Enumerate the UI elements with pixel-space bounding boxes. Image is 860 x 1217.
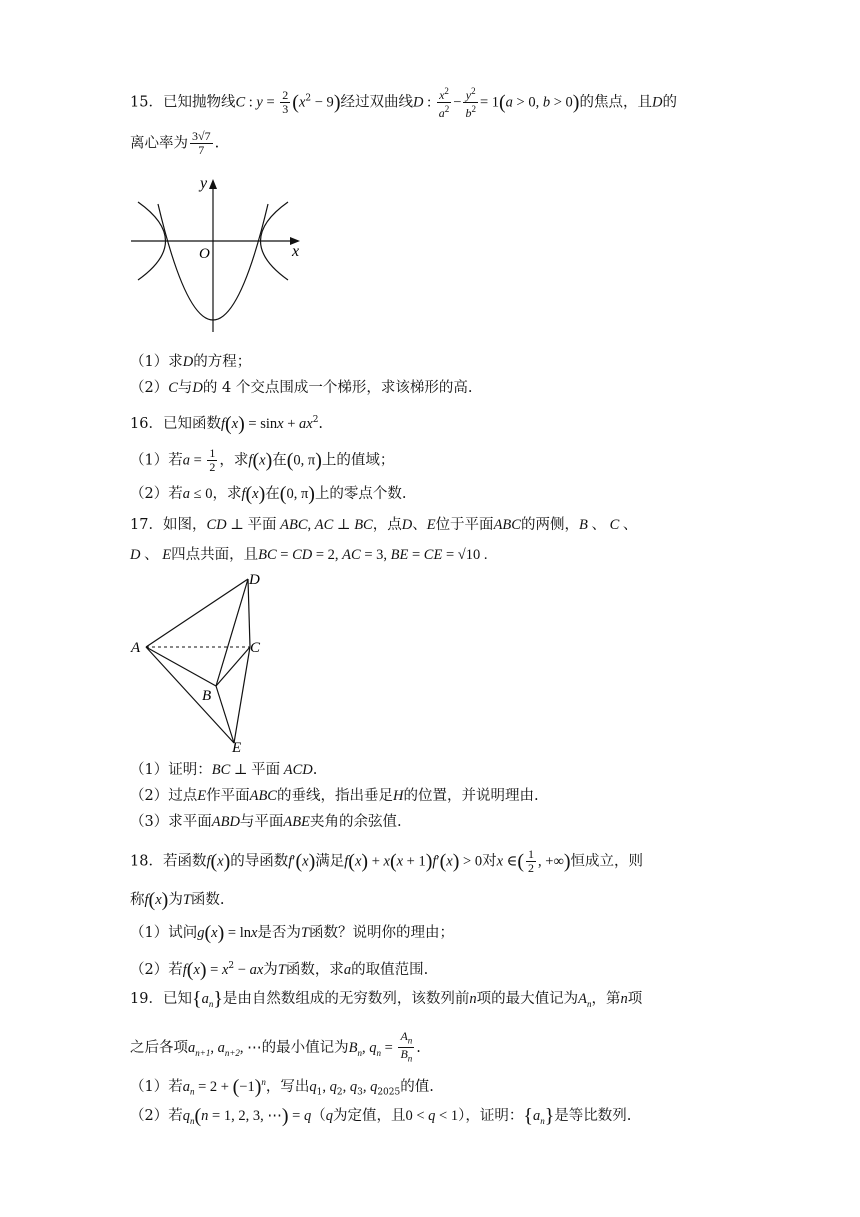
p17-q3: （3）求平面ABD与平面ABE夹角的余弦值.: [130, 814, 402, 830]
edge-AD: [146, 579, 248, 647]
p16-q2: （2）若a ≤ 0，求f(x)在(0, π)上的零点个数.: [130, 483, 407, 505]
point-label-C: C: [250, 640, 261, 656]
edge-AE: [146, 647, 234, 743]
p19-line2: 之后各项$a_{n+1}$, $a_{n+2}$, ⋯的最小值记为$B_n$, $q_n$ = $\frac{A_n}{B_n}$ .: [130, 1029, 421, 1064]
p16-q1: （1）若a = $\frac{1}{2}$ ，求f(x)在(0, π)上的值域；: [130, 446, 395, 474]
p17-line1: 17．如图，CD ⊥ 平面 ABC, AC ⊥ BC，点D、E位于平面ABC的两侧，B 、 C 、: [130, 517, 638, 533]
edge-DC: [248, 579, 250, 647]
x-axis-label: x: [292, 243, 300, 260]
p18-line2: 称f(x)为T函数.: [130, 889, 225, 911]
y-axis-arrow: [209, 179, 217, 189]
edge-BE: [216, 686, 234, 743]
p15-q2: （2）C与D的 4 个交点围成一个梯形，求该梯形的高.: [130, 380, 473, 396]
point-label-A: A: [131, 640, 141, 656]
y-axis-label: y: [200, 175, 208, 192]
p19-q2: （2）若$q_n(n = 1$, 2, 3, ⋯) = q（q为定值，且0 < q < 1），证明：$\{a_n\}$是等比数列.: [130, 1105, 632, 1127]
edge-AB: [146, 647, 216, 686]
p19-q1: （1）若$a_n = 2 + (-1)^n$，写出$q_1$, $q_2$, $q_3$, $q_{2025}$的值.: [130, 1075, 434, 1098]
point-label-E: E: [232, 740, 242, 754]
figure-solid-geometry: [128, 568, 278, 754]
point-label-D: D: [249, 572, 260, 588]
figure-parabola-hyperbola: [128, 172, 308, 334]
p18-line1: 18．若函数f(x)的导函数f′(x)满足f(x) + x(x + 1)f′(x) > 0对x ∈( $\frac{1}{2}$ , +∞)恒成立，则: [130, 847, 643, 875]
p15-line1: 15．已知抛物线C : y = $\frac{2}{3}$ $(x^2 - 9)$经过双曲线D : $\frac{x^2}{a^2}$ − $\frac{y^2}{b^2}$ = 1(a > 0, b > 0)的焦点，且D的: [130, 86, 677, 120]
point-label-B: B: [202, 688, 212, 704]
edge-DB: [216, 579, 248, 686]
p18-q2: （2）若$f(x) = x^2$ − ax为T函数，求a的取值范围.: [130, 958, 429, 981]
p15-q1: （1）求D的方程；: [130, 354, 252, 370]
edge-CE: [234, 647, 250, 743]
origin-label: O: [199, 246, 210, 262]
p15-line2: 离心率为 $\frac{3√7}{7}$ .: [130, 129, 220, 157]
p17-q1: （1）证明：BC ⊥ 平面 ACD.: [130, 762, 318, 778]
p17-line2: D 、 E四点共面，且BC = CD = 2, AC = 3, BE = CE = √10 .: [130, 547, 488, 563]
p16-title: 16．已知函数$f(x) = \sin x + ax^2$.: [130, 412, 324, 435]
p17-q2: （2）过点E作平面ABC的垂线，指出垂足H的位置，并说明理由.: [130, 788, 539, 804]
p19-line1: 19．已知$\{a_n\}$是由自然数组成的无穷数列，该数列前n项的最大值记为$A_n$，第n项: [130, 988, 643, 1010]
p18-q1: （1）试问g(x) = lnx是否为T函数？说明你的理由；: [130, 922, 454, 944]
